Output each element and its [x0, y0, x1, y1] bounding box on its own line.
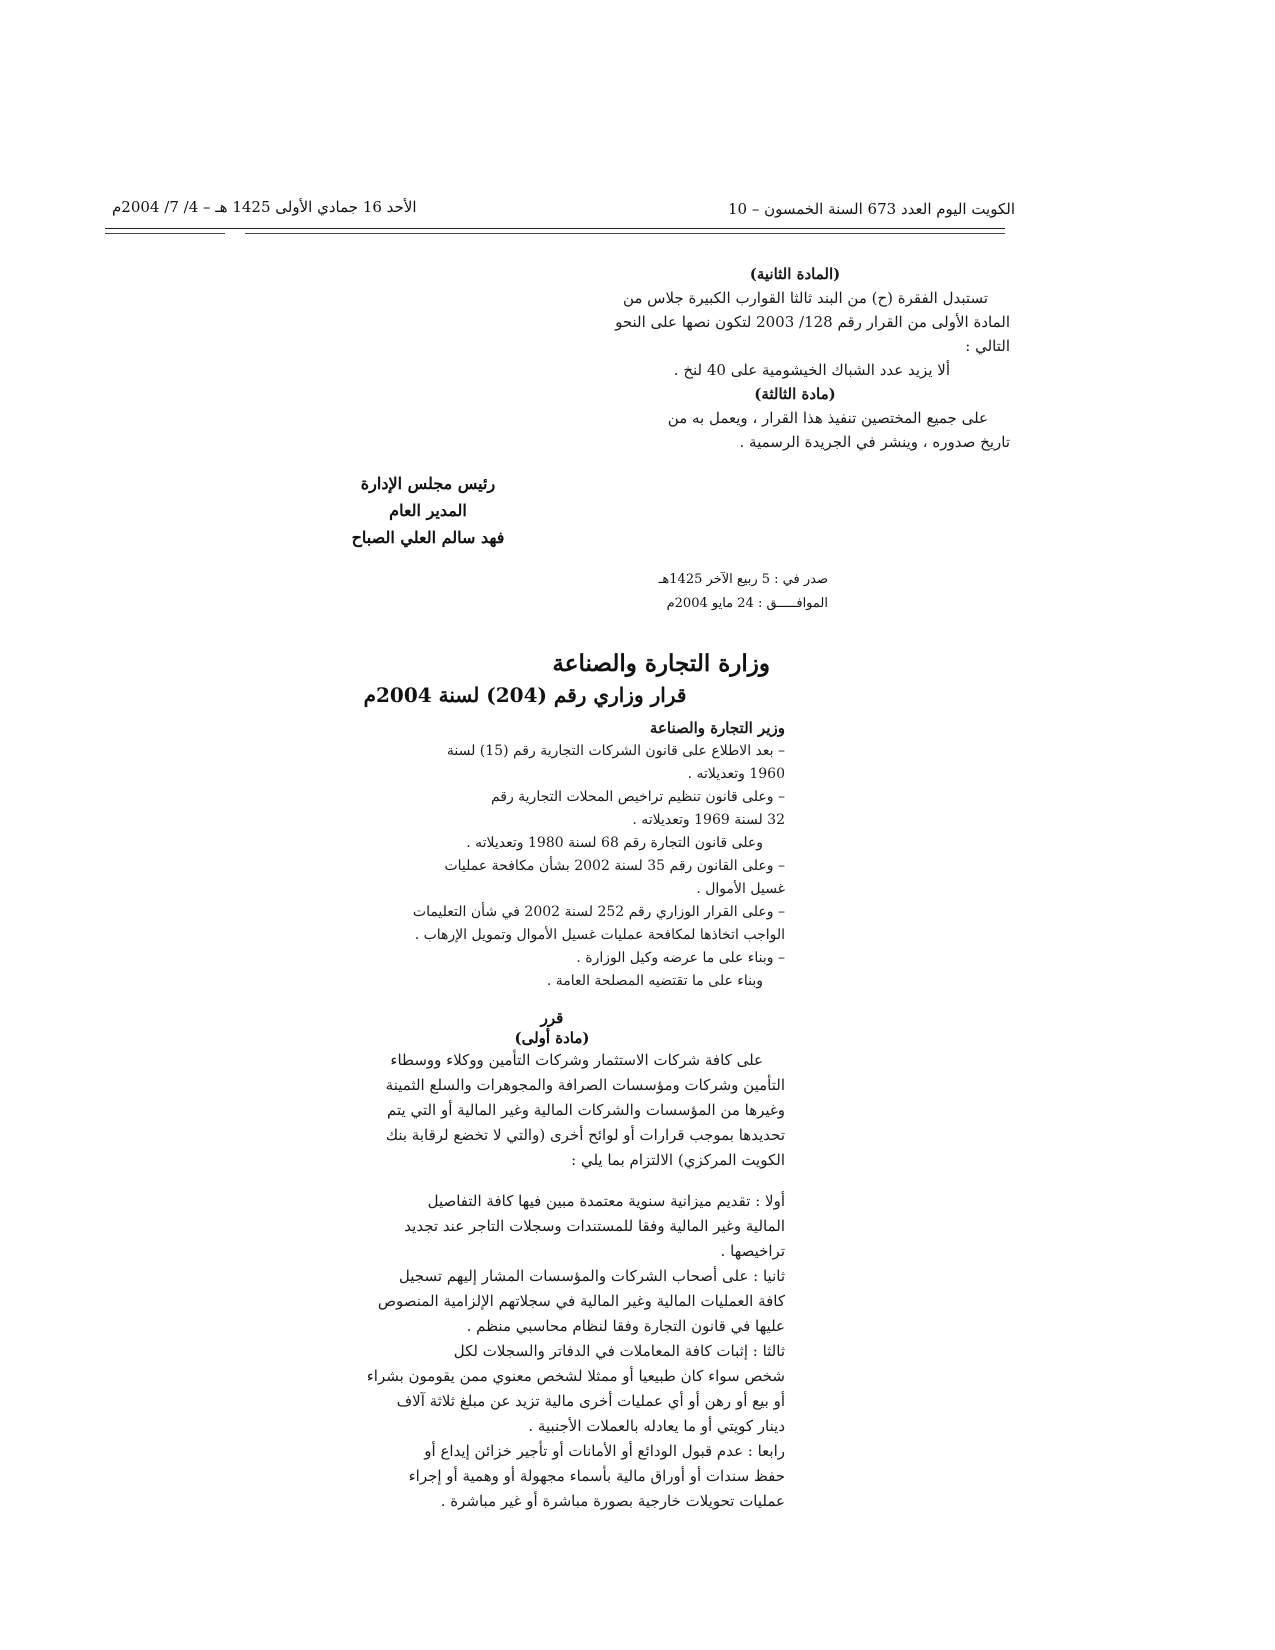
article-1-line: التأمين وشركات ومؤسسات الصرافة والمجوهرات والسلع الثمينة	[385, 1076, 785, 1094]
item-line: أو بيع أو رهن أو أي عمليات أخرى مالية تزيد عن مبلغ ثلاثة آلاف	[396, 1392, 785, 1410]
item-line: رابعا : عدم قبول الودائع أو الأمانات أو تأجير خزائن إيداع أو	[424, 1442, 785, 1460]
preamble-line: 32 لسنة 1969 وتعديلاته .	[632, 812, 785, 828]
header-rule-long	[245, 233, 1005, 234]
article-1-title: (مادة أولى)	[514, 1029, 590, 1047]
preamble-line: وبناء على ما تقتضيه المصلحة العامة .	[546, 973, 763, 989]
preamble-line: – بعد الاطلاع على قانون الشركات التجارية رقم (15) لسنة	[446, 743, 785, 759]
preamble-heading: وزير التجارة والصناعة	[649, 719, 785, 737]
article-2-title: (المادة الثانية)	[749, 265, 841, 283]
header-rule	[105, 228, 1005, 229]
item-line: تراخيصها .	[720, 1242, 785, 1260]
issue-date-block	[659, 568, 828, 616]
article-1-line: الكويت المركزي) الالتزام بما يلي :	[571, 1151, 785, 1169]
article-2-line: ألا يزيد عدد الشباك الخيشومية على 40 لنخ .	[673, 361, 950, 379]
article-3-line: تاريخ صدوره ، وينشر في الجريدة الرسمية .	[739, 433, 1010, 451]
previous-decree-continuation	[580, 262, 1010, 454]
signature-title: المدير العام	[389, 501, 467, 520]
signature-title: رئيس مجلس الإدارة	[360, 474, 496, 493]
article-3-title: (مادة الثالثة)	[754, 385, 836, 403]
item-line: ثانيا : على أصحاب الشركات والمؤسسات المشار إليهم تسجيل	[398, 1267, 785, 1285]
article-1-line: وغيرها من المؤسسات والشركات المالية وغير المالية أو التي يتم	[387, 1101, 785, 1119]
item-line: دينار كويتي أو ما يعادله بالعملات الأجنبية .	[528, 1417, 785, 1435]
item-line: عليها في قانون التجارة وفقا لنظام محاسبي منظم .	[466, 1317, 785, 1335]
preamble-line: الواجب اتخاذها لمكافحة عمليات غسيل الأموال وتمويل الإرهاب .	[414, 927, 785, 943]
header-rule-short	[105, 233, 225, 234]
signature-block	[333, 470, 523, 551]
signature-name: فهد سالم العلي الصباح	[351, 528, 505, 547]
preamble-line: غسيل الأموال .	[696, 881, 785, 897]
item-line: أولا : تقديم ميزانية سنوية معتمدة مبين فيها كافة التفاصيل	[427, 1192, 785, 1210]
preamble-line: 1960 وتعديلاته .	[687, 766, 785, 782]
preamble-line: – وعلى القرار الوزاري رقم 252 لسنة 2002 في شأن التعليمات	[412, 904, 785, 920]
preamble-line: – وعلى القانون رقم 35 لسنة 2002 بشأن مكافحة عمليات	[444, 858, 785, 874]
issue-date-gregorian: الموافـــــق : 24 مايو 2004م	[666, 596, 828, 611]
ministry-heading: وزارة التجارة والصناعة	[552, 650, 770, 677]
item-line: كافة العمليات المالية وغير المالية في سجلاتهم الإلزامية المنصوص	[377, 1292, 785, 1310]
article-2-line: التالي :	[965, 337, 1010, 355]
header-issue-info: الكويت اليوم العدد 673 السنة الخمسون – 10	[727, 200, 1015, 218]
header-date: الأحد 16 جمادي الأولى 1425 هـ – 4/ 7/ 2004م	[112, 198, 417, 216]
article-3-line: على جميع المختصين تنفيذ هذا القرار ، ويعمل به من	[667, 409, 988, 427]
issue-date-hijri: صدر في : 5 ربيع الآخر 1425هـ	[658, 572, 828, 587]
decided-heading-block	[487, 1008, 617, 1048]
item-line: المالية وغير المالية وفقا للمستندات وسجلات التاجر عند تجديد	[404, 1217, 785, 1235]
article-2-line: المادة الأولى من القرار رقم 128/ 2003 لتكون نصها على النحو	[615, 313, 1010, 331]
item-line: عمليات تحويلات خارجية بصورة مباشرة أو غير مباشرة .	[440, 1492, 785, 1510]
decided-word: قرر	[540, 1009, 564, 1027]
article-1-line: تحديدها بموجب قرارات أو لوائح أخرى (والتي لا تخضع لرقابة بنك	[385, 1126, 785, 1144]
item-line: شخص سواء كان طبيعيا أو ممثلا لشخص معنوي ممن يقومون بشراء	[366, 1367, 785, 1385]
item-line: حفظ سندات أو أوراق مالية بأسماء مجهولة أو وهمية أو إجراء	[408, 1467, 785, 1485]
article-2-line: تستبدل الفقرة (ح) من البند ثالثا القوارب الكبيرة جلاس من	[622, 289, 988, 307]
decree-preamble	[355, 717, 785, 993]
preamble-line: وعلى قانون التجارة رقم 68 لسنة 1980 وتعديلاته .	[466, 835, 763, 851]
article-1-items	[345, 1189, 785, 1514]
preamble-line: – وعلى قانون تنظيم تراخيص المحلات التجارية رقم	[490, 789, 785, 805]
article-1-line: على كافة شركات الاستثمار وشركات التأمين ووكلاء ووسطاء	[390, 1051, 763, 1069]
item-line: ثالثا : إثبات كافة المعاملات في الدفاتر والسجلات لكل	[453, 1342, 785, 1360]
preamble-line: – وبناء على ما عرضه وكيل الوزارة .	[576, 950, 785, 966]
article-1-body	[345, 1048, 785, 1173]
decree-title: قرار وزاري رقم (204) لسنة 2004م	[363, 683, 687, 707]
